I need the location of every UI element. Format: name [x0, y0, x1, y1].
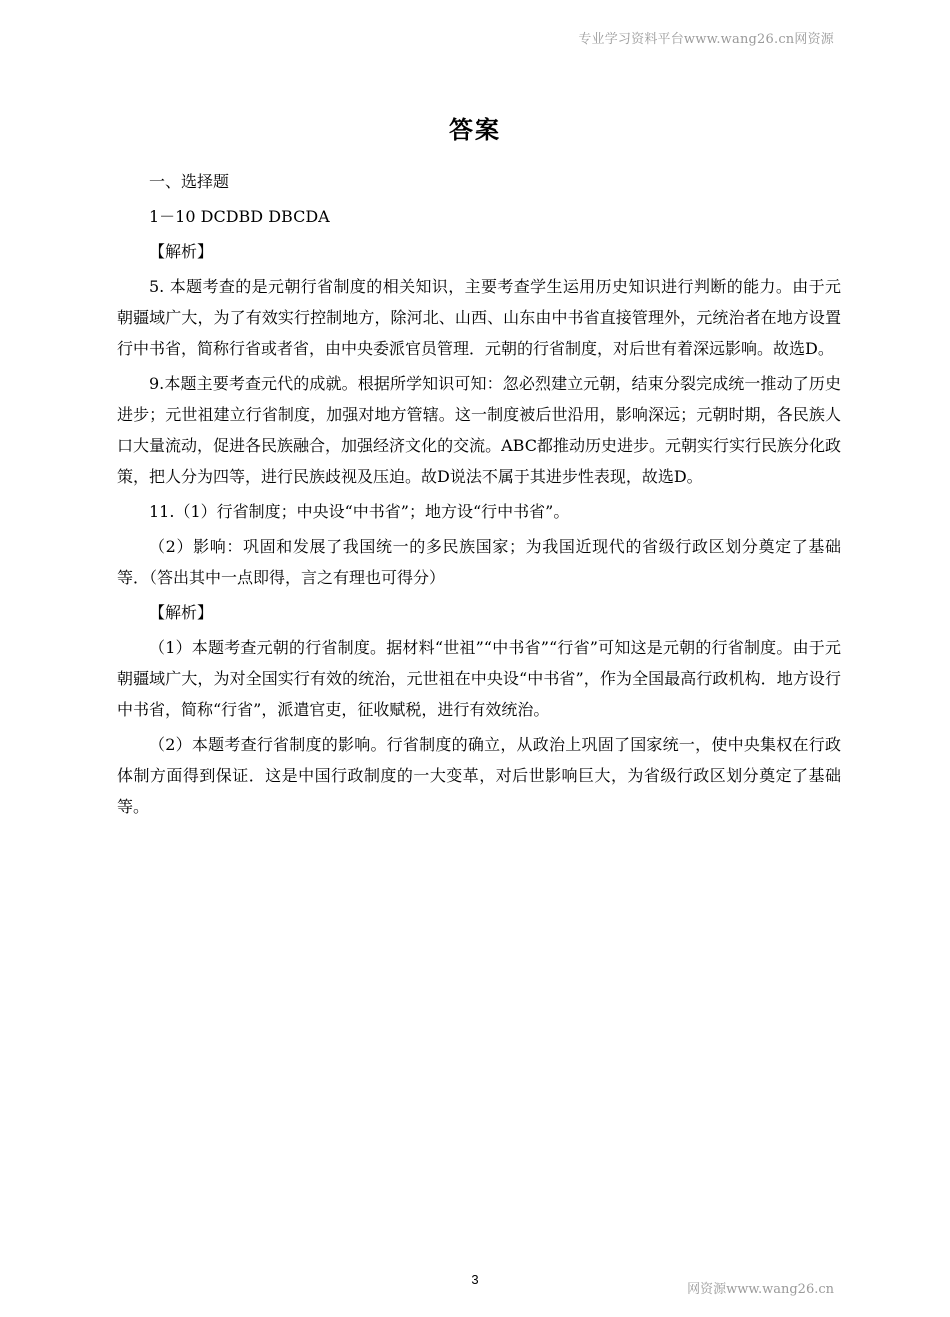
- document-body: [117, 166, 841, 826]
- question-11-part-2-analysis: （2）本题考查行省制度的影响。行省制度的确立，从政治上巩固了国家统一，使中央集权在行政体制方面得到保证．这是中国行政制度的一大变革，对后世影响巨大，为省级行政区划分奠定了基础等。: [117, 735, 841, 816]
- analysis-label: 【解析】: [149, 603, 214, 622]
- question-9-analysis: 9.本题主要考查元代的成就。根据所学知识可知：忽必烈建立元朝，结束分裂完成统一推动了历史进步；元世祖建立行省制度，加强对地方管辖。这一制度被后世沿用，影响深远；元朝时期，各民族人口大量流动，促进各民族融合，加强经济文化的交流。ABC都推动历史进步。元朝实行实行民族分化政策，把人分为四等，进行民族歧视及压迫。故D说法不属于其进步性表现，故选D。: [117, 374, 841, 486]
- footer-watermark: 网资源www.wang26.cn: [687, 1282, 834, 1297]
- question-11-part-1-analysis: （1）本题考查元朝的行省制度。据材料“世祖”“中书省”“行省”可知这是元朝的行省制度。由于元朝疆域广大，为对全国实行有效的统治，元世祖在中央设“中书省”，作为全国最高行政机构．地方设行中书省，简称“行省”，派遣官吏，征收赋税，进行有效统治。: [117, 638, 841, 719]
- question-11-part-1-answer: 11.（1）行省制度；中央设“中书省”；地方设“行中书省”。: [149, 502, 570, 521]
- header-watermark: 专业学习资料平台www.wang26.cn网资源: [578, 32, 834, 47]
- question-11-part-2-answer: （2）影响：巩固和发展了我国统一的多民族国家；为我国近现代的省级行政区划分奠定了基础等．（答出其中一点即得，言之有理也可得分）: [117, 537, 841, 587]
- answer-key-line: 1－10 DCDBD DBCDA: [149, 207, 330, 226]
- section-heading-multiple-choice: 一、选择题: [149, 172, 230, 191]
- page-title: 答案: [449, 116, 501, 144]
- question-5-analysis: 5. 本题考查的是元朝行省制度的相关知识，主要考查学生运用历史知识进行判断的能力。由于元朝疆域广大，为了有效实行控制地方，除河北、山西、山东由中书省直接管理外，元统治者在地方设置行中书省，简称行省或者省，由中央委派官员管理．元朝的行省制度，对后世有着深远影响。故选D。: [117, 277, 841, 358]
- analysis-label: 【解析】: [149, 242, 214, 261]
- page-number: 3: [471, 1272, 479, 1287]
